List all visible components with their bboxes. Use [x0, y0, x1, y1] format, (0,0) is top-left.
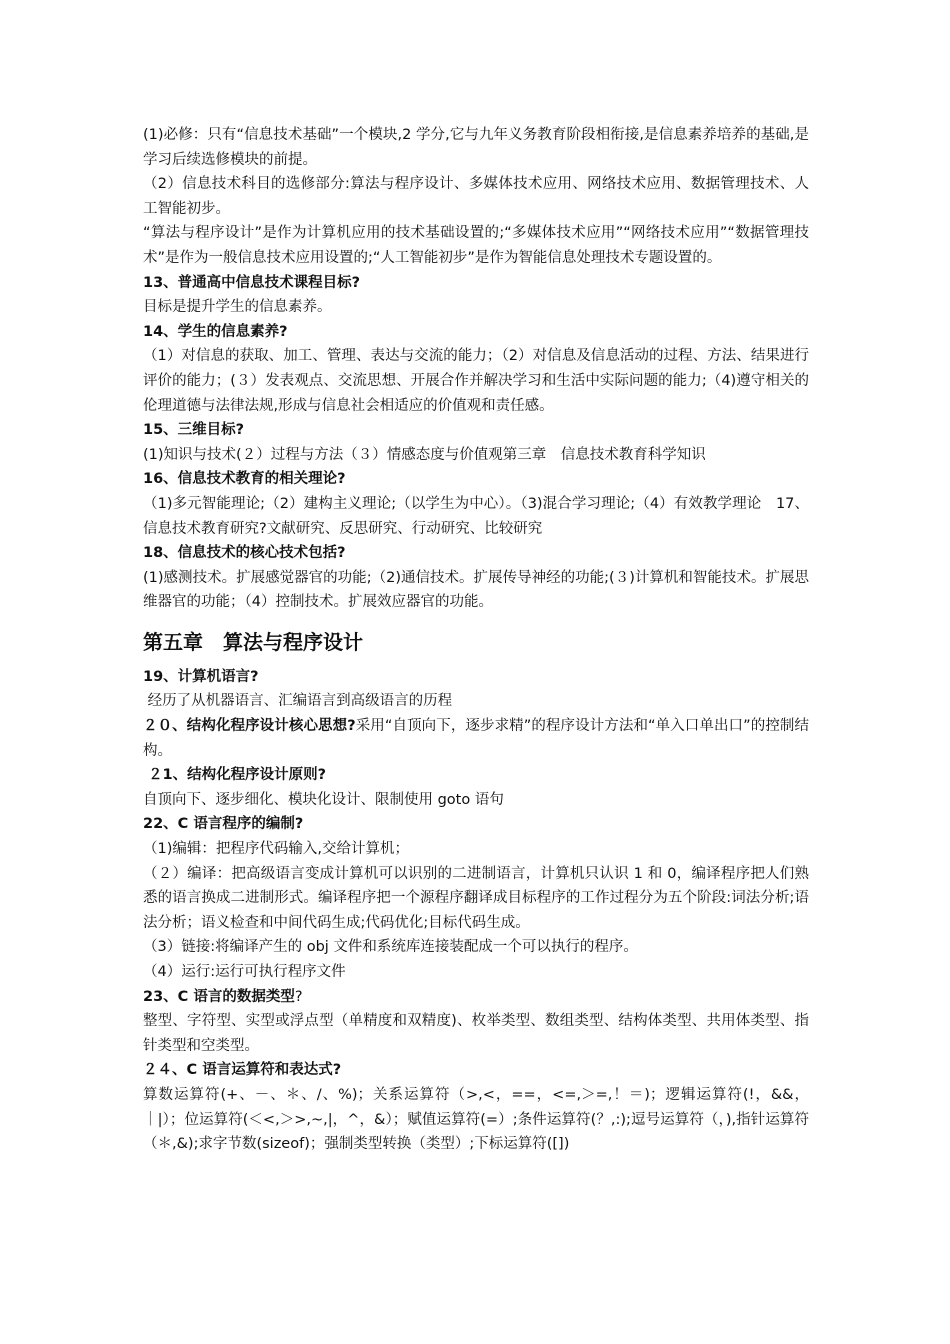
answer-15: (1)知识与技术(２）过程与方法（３）情感态度与价值观第三章 信息技术教育科学知识 [143, 446, 706, 463]
question-19: 19、计算机语言? [143, 668, 259, 685]
paragraph-module-settings: “算法与程序设计”是作为计算机应用的技术基础设置的;“多媒体技术应用”“网络技术应用”“数据管理技术”是作为一般信息技术应用设置的;“人工智能初步”是作为智能信息处理技术专题设置的。 [143, 225, 809, 266]
question-23-mark: ? [294, 988, 303, 1005]
answer-18: (1)感测技术。扩展感觉器官的功能;（2)通信技术。扩展传导神经的功能;(３)计算机和智能技术。扩展思维器官的功能；（4）控制技术。扩展效应器官的功能。 [143, 569, 809, 611]
answer-19: 经历了从机器语言、汇编语言到高级语言的历程 [143, 693, 453, 710]
question-14: 14、学生的信息素养? [143, 323, 288, 340]
question-15: 15、三维目标? [143, 422, 245, 439]
question-20-title: ２０、结构化程序设计核心思想? [143, 718, 356, 735]
answer-20: 采用“自顶向下，逐步求精”的程序设计方法和“单入口单出口”的控制结构。 [143, 718, 810, 759]
answer-24: 算数运算符(+、－、＊、/、%)；关系运算符（>,<，==，<=,＞=,！＝)；逻辑运算符(!，&&，｜|）；位运算符(＜<,＞>,~,|，^，&）；赋值运算符(=）;条件运算符(？,:);逗号运算符（，),指针运算符（＊,&);求字节数(sizeof)；强制类型转换（类型）;下标运算符([]) [143, 1086, 809, 1153]
question-22: 22、C 语言程序的编制? [143, 816, 304, 833]
answer-13: 目标是提升学生的信息素养。 [143, 299, 332, 316]
question-13: 13、普通高中信息技术课程目标? [143, 274, 361, 291]
answer-21: 自顶向下、逐步细化、模块化设计、限制使用 goto 语句 [143, 791, 504, 808]
chapter-heading: 第五章 算法与程序设计 [143, 629, 363, 654]
question-24: ２４、C 语言运算符和表达式? [143, 1062, 342, 1079]
answer-22-run: （4）运行:运行可执行程序文件 [143, 964, 346, 980]
answer-14: （1）对信息的获取、加工、管理、表达与交流的能力；（2）对信息及信息活动的过程、方法、结果进行评价的能力；(３）发表观点、交流思想、开展合作并解决学习和生活中实际问题的能力;（4)遵守相关的伦理道德与法律法规,形成与信息社会相适应的价值观和责任感。 [143, 348, 809, 414]
question-23-title: 23、C 语言的数据类型 [143, 988, 295, 1005]
answer-16-17: （1)多元智能理论;（2）建构主义理论;（以学生为中心）。（3)混合学习理论;（4）有效教学理论 17、信息技术教育研究?文献研究、反思研究、行动研究、比较研究 [143, 495, 809, 537]
question-18: 18、信息技术的核心技术包括? [143, 545, 346, 562]
paragraph-required-module: (1)必修：只有“信息技术基础”一个模块,2 学分,它与九年义务教育阶段相衔接,是信息素养培养的基础,是学习后续选修模块的前提。 [143, 127, 809, 168]
answer-23: 整型、字符型、实型或浮点型（单精度和双精度)、枚举类型、数组类型、结构体类型、共用体类型、指针类型和空类型。 [143, 1013, 809, 1054]
document-page [143, 123, 809, 1157]
question-20 [143, 714, 809, 763]
question-21: ２1、结构化程序设计原则? [143, 767, 327, 784]
question-16: 16、信息技术教育的相关理论? [143, 471, 346, 488]
paragraph-elective-part: （2）信息技术科目的选修部分:算法与程序设计、多媒体技术应用、网络技术应用、数据管理技术、人工智能初步。 [143, 176, 809, 217]
answer-22-edit: （1)编辑：把程序代码输入,交给计算机； [143, 841, 409, 858]
answer-22-compile: （２）编译：把高级语言变成计算机可以识别的二进制语言，计算机只认识 1 和 0，编译程序把人们熟悉的语言换成二进制形式。编译程序把一个源程序翻译成目标程序的工作过程分为五个阶段:词法分析;语法分析；语义检查和中间代码生成;代码优化;目标代码生成。 [143, 865, 809, 931]
question-23 [143, 985, 809, 1010]
answer-22-link: （3）链接:将编译产生的 obj 文件和系统库连接装配成一个可以执行的程序。 [143, 939, 638, 956]
